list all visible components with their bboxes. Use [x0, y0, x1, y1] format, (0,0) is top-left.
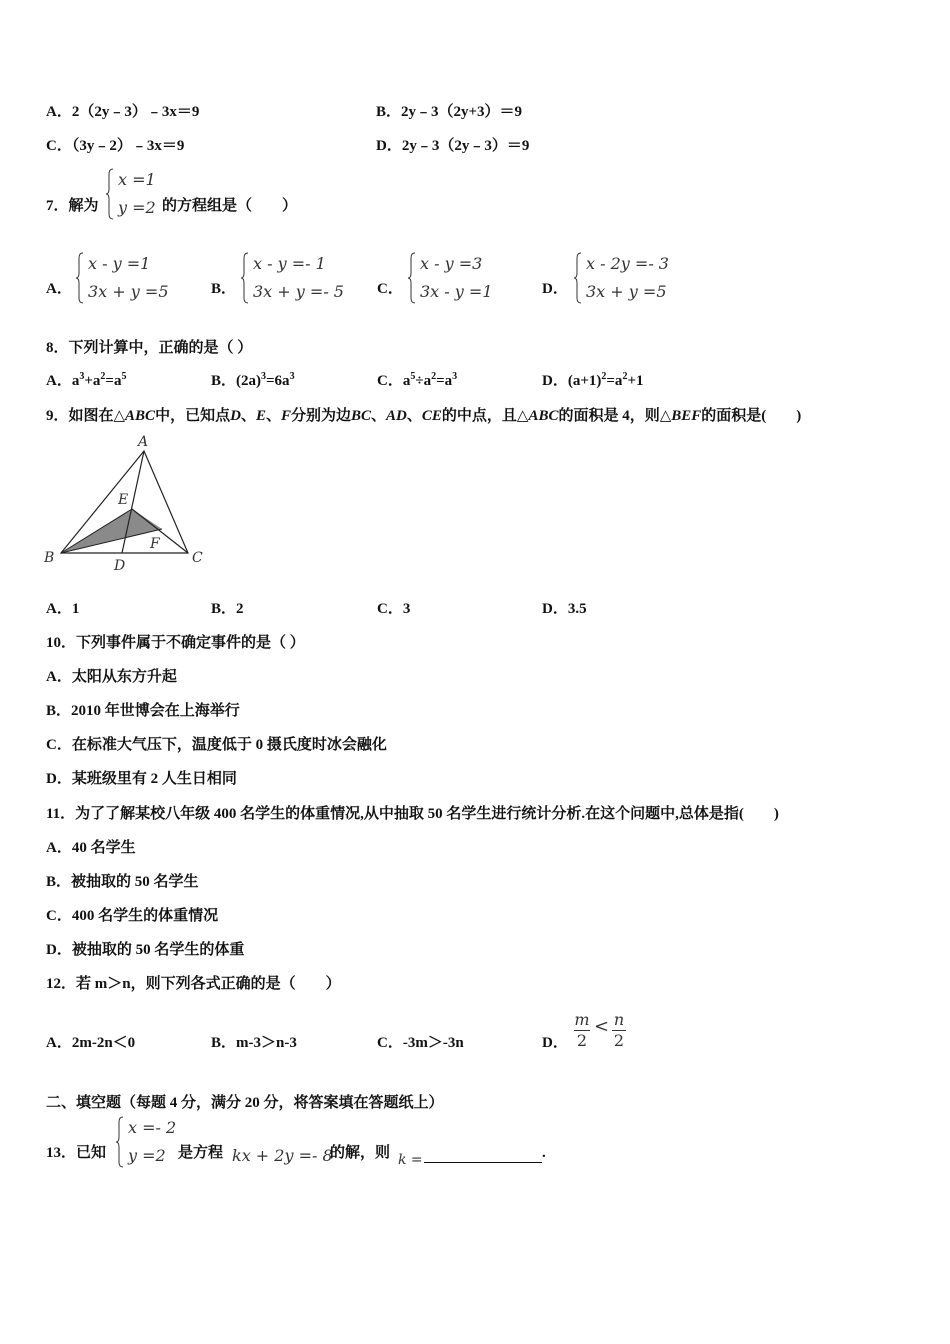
q13-mid: 是方程: [178, 1145, 224, 1161]
q12-option-d-relation: <: [594, 1016, 610, 1037]
q7-option-d-row2: 3x + y =5: [586, 282, 667, 301]
q6-option-a: A．2（2y﹣3）﹣3x＝9: [46, 104, 200, 120]
q13-answer-blank[interactable]: [424, 1143, 546, 1163]
q8-option-a: A．$a^3+a^2=a^5$: [46, 371, 127, 389]
q7-suffix: 的方程组是（ ）: [162, 198, 298, 214]
q7-option-d-label: D．: [542, 281, 568, 297]
q7-option-b-label: B．: [211, 281, 237, 297]
q11-option-c: C．400 名学生的体重情况: [46, 908, 219, 924]
q7-option-a-label: A．: [46, 281, 72, 297]
q11-option-b: B．被抽取的 50 名学生: [46, 874, 199, 890]
q11-option-d: D．被抽取的 50 名学生的体重: [46, 942, 245, 958]
brace-icon: [116, 1116, 124, 1168]
q13-mid2: 的解，则: [330, 1145, 391, 1161]
label-e: E: [118, 492, 129, 508]
q7-option-c-system: [408, 250, 518, 306]
q13-k-label: k =: [398, 1152, 423, 1168]
q9-option-d: D．3.5: [542, 601, 587, 617]
q11-stem: 11．为了了解某校八年级 400 名学生的体重情况,从中抽取 50 名学生进行统计分析.在这个问题中,总体是指( ): [46, 806, 779, 822]
q6-option-c: C．（3y﹣2）﹣3x＝9: [46, 138, 185, 154]
q8-option-c: C．$a^5\div a^2=a^3$: [377, 371, 458, 389]
q9-option-b: B．2: [211, 601, 244, 617]
section-2-title: 二、填空题（每题 4 分，满分 20 分，将答案填在答题纸上）: [46, 1095, 444, 1111]
q7-option-a-system: [76, 250, 186, 306]
q7-option-a-row1: x - y =1: [88, 254, 151, 273]
q13-prefix: 13．已知: [46, 1145, 107, 1161]
q12-option-a: A．2m-2n＜0: [46, 1035, 136, 1051]
brace-icon: [241, 252, 249, 304]
q6-option-b: B．2y﹣3（2y+3）＝9: [376, 104, 523, 120]
q10-stem: 10．下列事件属于不确定事件的是（ ）: [46, 635, 305, 651]
label-c: C: [192, 550, 203, 566]
q12-option-d-frac-m: m 2: [574, 1010, 590, 1050]
q7-option-c-row2: 3x - y =1: [420, 282, 493, 301]
q8-option-b: B．$(2a)^3=6a^3$: [211, 371, 295, 389]
q12-option-b: B．m-3＞n-3: [211, 1035, 297, 1051]
q7-option-c-label: C．: [377, 281, 403, 297]
brace-icon: [76, 252, 84, 304]
q12-option-d-label: D．: [542, 1035, 568, 1051]
q7-solution-system: [106, 166, 166, 222]
q13-solution-system: [116, 1114, 180, 1170]
q12-stem: 12．若 m＞n，则下列各式正确的是（ ）: [46, 976, 341, 992]
q7-solution-row2: y =2: [118, 198, 156, 217]
brace-icon: [574, 252, 582, 304]
brace-icon: [106, 168, 114, 220]
q8-stem: 8．下列计算中，正确的是（ ）: [46, 340, 253, 356]
q7-prefix: 7．解为: [46, 198, 99, 214]
q9-option-a: A．1: [46, 601, 80, 617]
q9-stem: 9．如图在△ABC中，已知点D、E、F分别为边BC、AD、CE的中点，且△ABC的面积是 4，则△BEF的面积是( ): [46, 408, 802, 424]
q13-solution-row1: x =- 2: [128, 1118, 177, 1137]
q7-option-d-row1: x - 2y =- 3: [586, 254, 669, 273]
q12-option-c: C．-3m＞-3n: [377, 1035, 464, 1051]
q12-option-d-frac-n: n 2: [613, 1010, 625, 1050]
q6-option-d: D．2y﹣3（2y﹣3）＝9: [376, 138, 530, 154]
q7-option-b-row2: 3x + y =- 5: [253, 282, 344, 301]
brace-icon: [408, 252, 416, 304]
q13-end: .: [542, 1145, 546, 1161]
label-d: D: [114, 558, 126, 574]
label-a: A: [138, 434, 149, 450]
q8-option-d: D．$(a+1)^2=a^2+1$: [542, 371, 644, 389]
label-f: F: [150, 536, 160, 552]
q9-triangle-figure: [40, 430, 220, 580]
q10-option-c: C．在标准大气压下，温度低于 0 摄氏度时冰会融化: [46, 737, 387, 753]
q11-option-a: A．40 名学生: [46, 840, 136, 856]
triangle-bef-shaded: [61, 509, 162, 553]
q7-solution-row1: x =1: [118, 170, 156, 189]
q10-option-b: B．2010 年世博会在上海举行: [46, 703, 240, 719]
q13-solution-row2: y =2: [128, 1146, 166, 1165]
q7-option-b-system: [241, 250, 361, 306]
q7-option-c-row1: x - y =3: [420, 254, 483, 273]
q9-option-c: C．3: [377, 601, 411, 617]
q10-option-a: A．太阳从东方升起: [46, 669, 177, 685]
q7-option-b-row1: x - y =- 1: [253, 254, 326, 273]
q13-equation: kx + 2y =- 8: [232, 1146, 333, 1165]
q7-option-d-system: [574, 250, 704, 306]
q10-option-d: D．某班级里有 2 人生日相同: [46, 771, 237, 787]
q7-option-a-row2: 3x + y =5: [88, 282, 169, 301]
label-b: B: [44, 550, 55, 566]
